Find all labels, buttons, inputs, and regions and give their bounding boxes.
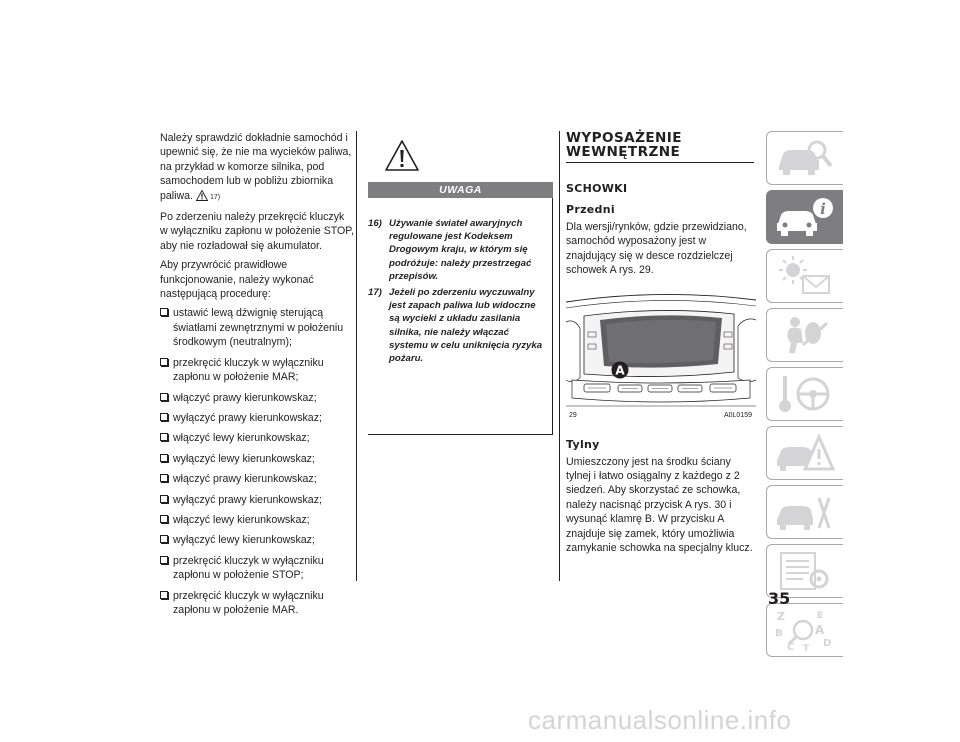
list-item: ustawić lewą dźwignię sterującą światłami zewnętrznymi w położeniu środkowym (neutralnym); bbox=[160, 306, 354, 349]
watermark-text: carmanualsonline.info bbox=[528, 705, 792, 735]
warning-list bbox=[368, 217, 548, 368]
car-warning-triangle-icon bbox=[773, 431, 835, 475]
bullet-box-icon bbox=[160, 535, 168, 543]
list-item: włączyć prawy kierunkowskaz; bbox=[160, 472, 354, 486]
bullet-box-icon bbox=[160, 308, 168, 316]
index-letter: Z bbox=[777, 610, 785, 623]
list-item: włączyć prawy kierunkowskaz; bbox=[160, 391, 354, 405]
bullet-box-icon bbox=[160, 393, 168, 401]
bullet-box-icon bbox=[160, 474, 168, 482]
list-item: wyłączyć prawy kierunkowskaz; bbox=[160, 411, 354, 425]
warning-triangle-icon bbox=[196, 190, 208, 205]
tab-car-info[interactable] bbox=[766, 190, 843, 244]
bullet-box-icon bbox=[160, 358, 168, 366]
list-item: włączyć lewy kierunkowskaz; bbox=[160, 513, 354, 527]
bullet-box-icon bbox=[160, 413, 168, 421]
figure-dashboard-glovebox bbox=[566, 288, 756, 412]
bullet-box-icon bbox=[160, 495, 168, 503]
tab-starting-driving[interactable] bbox=[766, 367, 843, 421]
car-magnifier-icon bbox=[773, 136, 835, 180]
tab-emergency[interactable] bbox=[766, 426, 843, 480]
paragraph-rear-glovebox: Umieszczony jest na środku ściany tylnej i łatwo osiągalny z każdego z 2 siedzeń. Aby skorzystać ze schowka, należy nacisnąć przycisk A rys. 30 i wysunąć klamrę B. W przycisku A znajduje się zamek, który umożliwia zamykanie schowka na specjalny klucz. bbox=[566, 455, 753, 555]
index-letter: E bbox=[817, 611, 824, 621]
index-letter: C bbox=[787, 642, 795, 652]
tab-index[interactable] bbox=[766, 603, 843, 657]
column-divider bbox=[559, 131, 560, 581]
list-item: przekręcić kluczyk w wyłączniku zapłonu w położenie MAR. bbox=[160, 589, 354, 618]
column-right bbox=[566, 131, 756, 555]
warning-item-number: 16) bbox=[368, 218, 382, 229]
paragraph-fuel-check: Należy sprawdzić dokładnie samochód i upewnić się, że nie ma wycieków paliwa, na przykład w komorze silnika, pod samochodem lub w pobliżu zbiornika paliwa. 17) bbox=[160, 131, 354, 205]
index-letter: A bbox=[815, 623, 825, 637]
callout-a-label: A bbox=[615, 362, 625, 377]
paragraph-front-glovebox: Dla wersji/rynków, gdzie przewidziano, samochód wyposażony jest w znajdujący się w desce rozdzielczej schowek A rys. 29. bbox=[566, 221, 747, 277]
warning-item-number: 17) bbox=[368, 287, 382, 299]
index-letter: B bbox=[775, 628, 783, 639]
list-item: wyłączyć lewy kierunkowskaz; bbox=[160, 533, 354, 547]
specifications-list-icon bbox=[773, 549, 835, 593]
column-divider bbox=[356, 131, 357, 581]
index-letter: D bbox=[823, 638, 832, 649]
section-title: WYPOSAŻENIE WEWNĘTRZNE bbox=[566, 130, 682, 160]
bullet-box-icon bbox=[160, 591, 168, 599]
chapter-tabs bbox=[766, 131, 844, 662]
key-steering-wheel-icon bbox=[773, 372, 835, 416]
subsection-rear-title: Tylny bbox=[566, 437, 600, 451]
figure-number: 29 bbox=[569, 411, 577, 419]
tab-knowing-car[interactable] bbox=[766, 131, 843, 185]
list-item: przekręcić kluczyk w wyłączniku zapłonu w położenie MAR; bbox=[160, 356, 354, 385]
tab-warning-lights[interactable] bbox=[766, 249, 843, 303]
warning-triangle-icon bbox=[384, 139, 420, 172]
warning-title-bar: UWAGA bbox=[368, 182, 553, 198]
subsection-title: SCHOWKI bbox=[566, 182, 628, 195]
svg-text:i: i bbox=[820, 200, 826, 218]
figure-caption bbox=[566, 412, 756, 422]
alphabetical-index-icon bbox=[773, 608, 835, 652]
bullet-box-icon bbox=[160, 556, 168, 564]
bullet-box-icon bbox=[160, 454, 168, 462]
section-rule bbox=[566, 162, 754, 163]
warning-item: 17) Jeżeli po zderzeniu wyczuwalny jest zapach paliwa lub widoczne są wycieki z układu zasilania silnika, nie należy włączać systemu w celu uniknięcia ryzyka pożaru. bbox=[368, 287, 543, 365]
paragraph-key-stop: Po zderzeniu należy przekręcić kluczyk w wyłączniku zapłonu w położenie STOP, aby nie rozładował się akumulator. bbox=[160, 211, 354, 252]
tab-maintenance[interactable] bbox=[766, 485, 843, 539]
list-item: wyłączyć prawy kierunkowskaz; bbox=[160, 493, 354, 507]
figure-code: A0L0159 bbox=[723, 411, 752, 419]
subsection-front-title: Przedni bbox=[566, 203, 615, 216]
paragraph-procedure: Aby przywrócić prawidłowe funkcjonowanie, należy wykonać następującą procedurę: bbox=[160, 259, 314, 301]
warning-reference: 17) bbox=[209, 193, 221, 201]
list-item: przekręcić kluczyk w wyłączniku zapłonu w położenie STOP; bbox=[160, 554, 354, 583]
warning-item: 16) Używanie świateł awaryjnych regulowane jest Kodeksem Drogowym kraju, w którym się podróżuje: należy przestrzegać przepisów. bbox=[368, 218, 532, 282]
car-tools-icon bbox=[773, 490, 835, 534]
page-number: 35 bbox=[768, 589, 791, 608]
warning-light-message-icon bbox=[773, 254, 835, 298]
bullet-box-icon bbox=[160, 433, 168, 441]
list-item: wyłączyć lewy kierunkowskaz; bbox=[160, 452, 354, 466]
person-airbag-icon bbox=[773, 313, 835, 357]
index-letter: T bbox=[803, 644, 810, 652]
bullet-box-icon bbox=[160, 515, 168, 523]
column-left bbox=[160, 131, 354, 623]
list-item: włączyć lewy kierunkowskaz; bbox=[160, 431, 354, 445]
tab-safety[interactable] bbox=[766, 308, 843, 362]
car-info-icon bbox=[773, 195, 835, 239]
dashboard-illustration bbox=[566, 288, 756, 412]
